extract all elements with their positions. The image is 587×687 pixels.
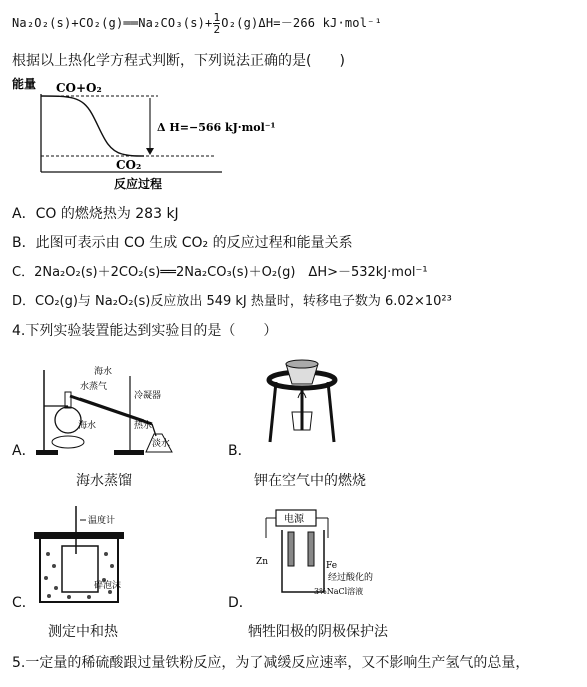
option-4c-letter: C． bbox=[12, 595, 36, 611]
calorimeter-apparatus bbox=[34, 506, 144, 606]
option-4a-letter: A． bbox=[12, 443, 36, 459]
energy-diagram bbox=[10, 74, 276, 192]
option-3d: D．CO₂(g)与 Na₂O₂(s)反应放出 549 kJ 热量时，转移电子数为 6.02×10²³ bbox=[12, 294, 452, 309]
label-foam: 碎泡沫 bbox=[94, 581, 122, 591]
option-3c: C．2Na₂O₂(s)＋2CO₂(s)══2Na₂CO₃(s)＋O₂(g) ΔH>－532kJ·mol⁻¹ bbox=[12, 265, 428, 280]
label-power-source: 电源 bbox=[284, 514, 304, 525]
delta-h-label: Δ H=−566 kJ·mol⁻¹ bbox=[157, 121, 276, 134]
label-thermometer: 温度计 bbox=[88, 516, 116, 526]
option-4d-letter: D． bbox=[228, 595, 253, 611]
cathodic-protection-apparatus bbox=[252, 508, 374, 608]
combustion-apparatus bbox=[262, 350, 342, 448]
label-zn: Zn bbox=[256, 557, 269, 567]
caption-4c: 测定中和热 bbox=[48, 624, 118, 640]
option-3b: B．此图可表示由 CO 生成 CO₂ 的反应过程和能量关系 bbox=[12, 235, 353, 251]
label-steam: 水蒸气 bbox=[80, 382, 108, 392]
label-seawater-top: 海水 bbox=[94, 367, 113, 377]
arrow-head-icon bbox=[146, 148, 154, 155]
label-hot-water: 热水 bbox=[134, 421, 153, 431]
equation-right: O₂(g)ΔH=－266 kJ·mol⁻¹ bbox=[221, 16, 382, 30]
label-fresh-water: 淡水 bbox=[152, 439, 171, 449]
equation-left: Na₂O₂(s)+CO₂(g)══Na₂CO₃(s)+ bbox=[12, 16, 213, 30]
product-label: CO₂ bbox=[116, 158, 142, 172]
question4-prompt: 4.下列实验装置能达到实验目的是（ ） bbox=[12, 323, 278, 339]
question3-prompt: 根据以上热化学方程式判断，下列说法正确的是( ) bbox=[12, 53, 345, 69]
option-3a: A．CO 的燃烧热为 283 kJ bbox=[12, 206, 179, 222]
distillation-apparatus bbox=[34, 362, 184, 460]
label-condenser: 冷凝器 bbox=[134, 391, 162, 401]
caption-4b: 钾在空气中的燃烧 bbox=[254, 473, 366, 489]
label-fe: Fe bbox=[326, 561, 338, 571]
energy-curve bbox=[41, 96, 144, 156]
label-nacl: 3%NaCl溶液 bbox=[314, 587, 364, 596]
label-acidified: 经过酸化的 bbox=[328, 573, 374, 583]
x-axis-label: 反应过程 bbox=[114, 177, 163, 191]
thermo-equation bbox=[12, 12, 382, 35]
reactant-label: CO+O₂ bbox=[56, 81, 102, 95]
caption-4d: 牺牲阳极的阴极保护法 bbox=[248, 624, 388, 640]
caption-4a: 海水蒸馏 bbox=[76, 473, 132, 489]
option-4b-letter: B． bbox=[228, 443, 252, 459]
equation-fraction: $\frac{1}{2}$ bbox=[213, 11, 221, 36]
y-axis-label: 能量 bbox=[12, 77, 37, 91]
question5-prompt: 5.一定量的稀硫酸跟过量铁粉反应，为了减缓反应速率，又不影响生产氢气的总量， bbox=[12, 655, 530, 671]
label-seawater: 海水 bbox=[78, 421, 97, 431]
